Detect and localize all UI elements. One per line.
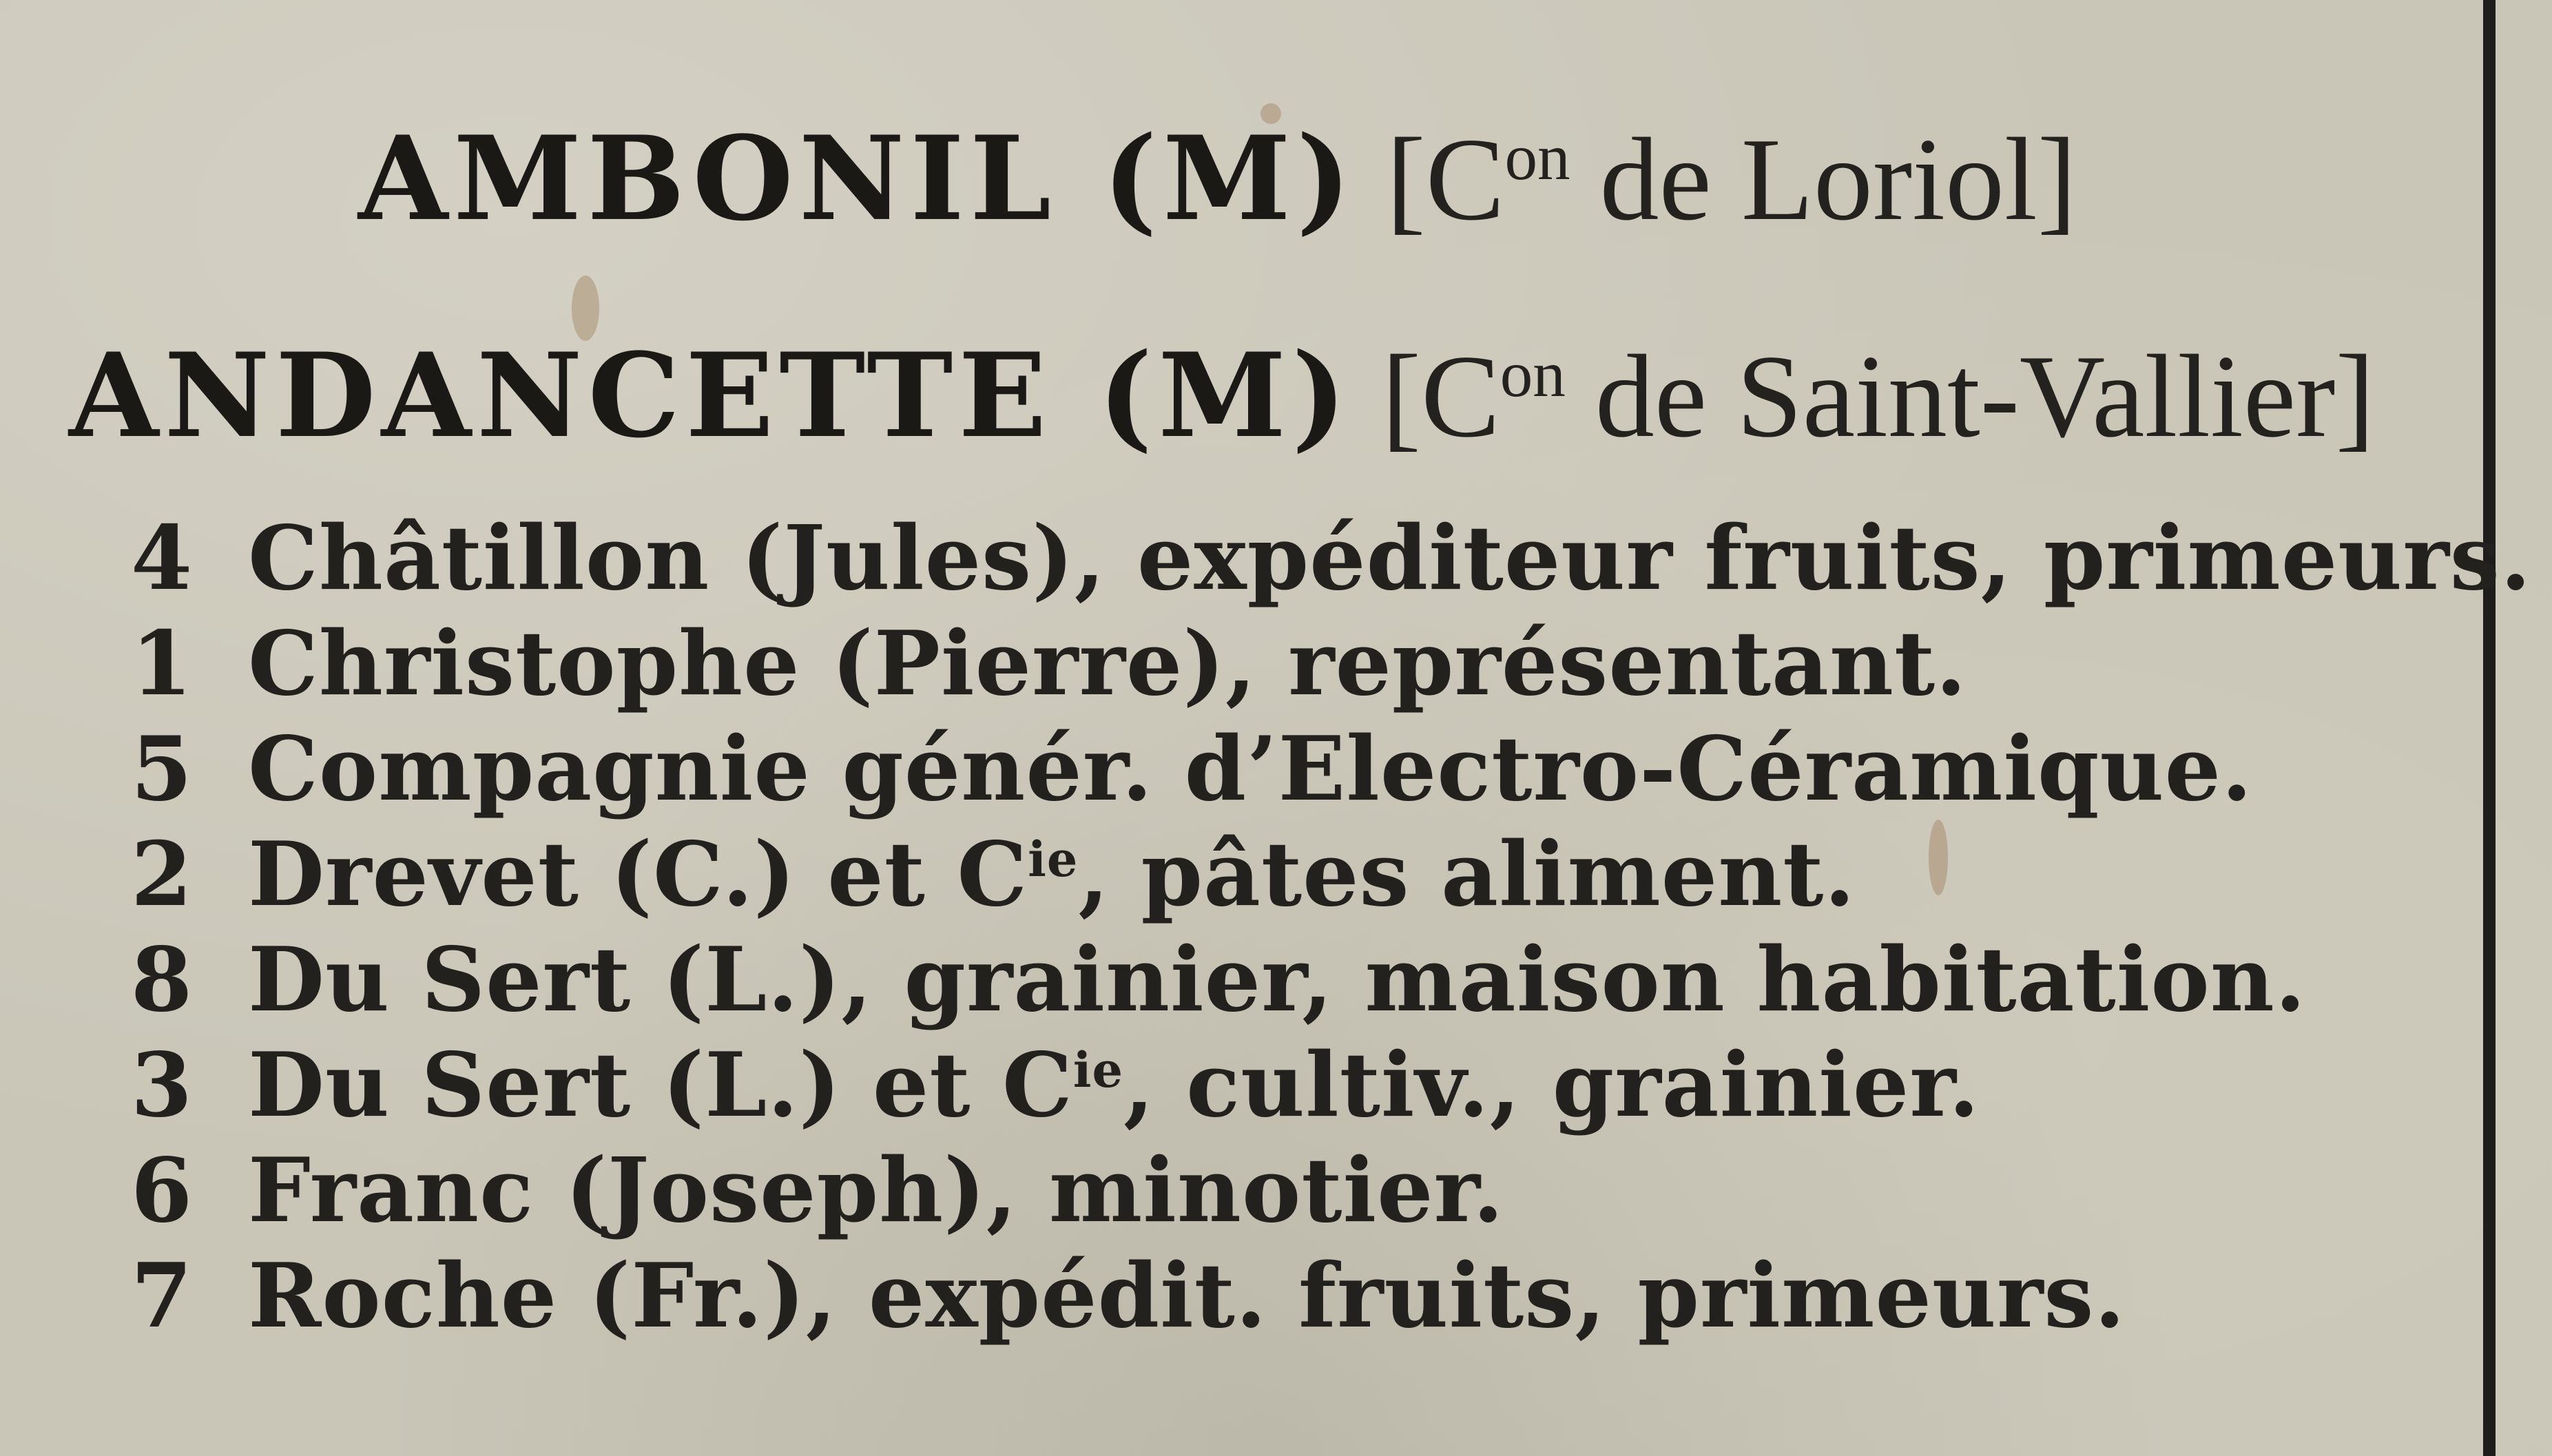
entry-text: Du Sert (L.), grainier, maison habitation. [248, 928, 2307, 1032]
entry-text: Franc (Joseph), minotier. [248, 1139, 1504, 1242]
canton-prefix: [C [1386, 114, 1505, 245]
entry-number: 4 [131, 507, 194, 610]
entry-text: Drevet (C.) et $C^{ie}$, pâtes aliment. [248, 823, 1856, 926]
commune-name: ANDANCETTE (M) [69, 327, 1352, 464]
canton-prefix: [C [1381, 331, 1500, 462]
entry-number: 5 [131, 718, 194, 821]
entry-number: 3 [131, 1034, 194, 1137]
entry-text: Roche (Fr.), expédit. fruits, primeurs. [248, 1245, 2126, 1348]
entry-text: Châtillon (Jules), expéditeur fruits, primeurs. [248, 507, 2532, 610]
canton-abbrev: on [1504, 121, 1570, 194]
canton-label [1382, 331, 2375, 462]
list-item [131, 928, 2531, 1033]
list-item [131, 1033, 2531, 1138]
entry-number: 6 [131, 1139, 194, 1242]
entry-number: 2 [131, 823, 194, 926]
entry-number: 8 [131, 928, 194, 1032]
canton-name: de Loriol] [1570, 114, 2077, 245]
entry-text: Christophe (Pierre), représentant. [248, 612, 1967, 716]
entry-number: 7 [131, 1245, 194, 1348]
commune-heading-andancette [69, 327, 2375, 464]
commune-name: AMBONIL (M) [358, 110, 1357, 247]
commune-heading-ambonil [358, 110, 2077, 247]
list-item [131, 612, 2531, 717]
list-item [131, 1244, 2531, 1349]
entry-text: Du Sert (L.) et $C^{ie}$, cultiv., grainier. [248, 1034, 1980, 1137]
entry-list [131, 506, 2531, 1349]
entry-number: 1 [131, 612, 194, 716]
list-item [131, 717, 2531, 822]
canton-name: de Saint-Vallier] [1565, 331, 2375, 462]
list-item [131, 1138, 2531, 1244]
list-item [131, 506, 2531, 612]
canton-label [1386, 114, 2077, 245]
list-item [131, 822, 2531, 928]
entry-text: Compagnie génér. d’Electro-Céramique. [248, 718, 2253, 821]
canton-abbrev: on [1500, 337, 1566, 410]
